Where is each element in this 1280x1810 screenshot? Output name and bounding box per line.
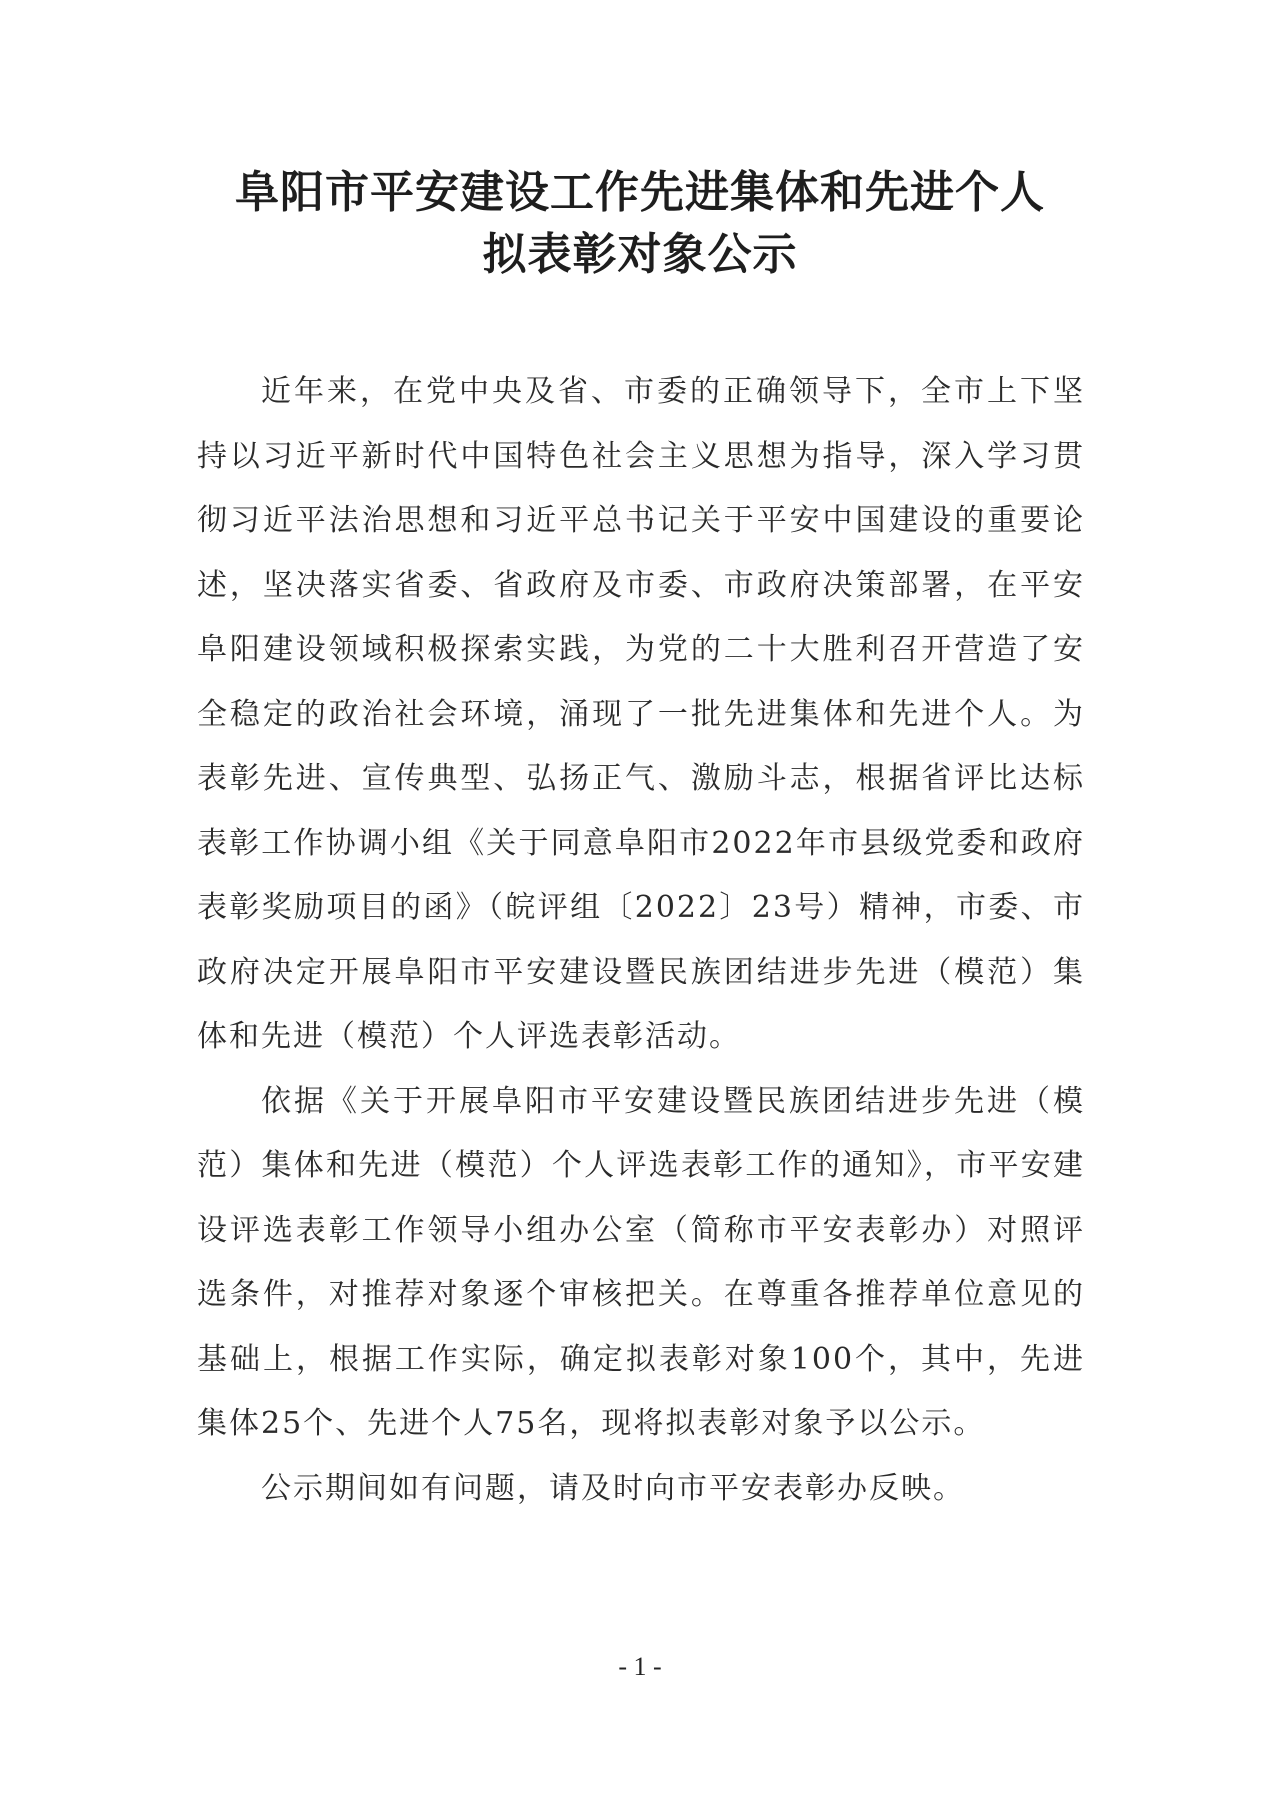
paragraph-1: 近年来，在党中央及省、市委的正确领导下，全市上下坚持以习近平新时代中国特色社会主义思想为指导，深入学习贯彻习近平法治思想和习近平总书记关于平安中国建设的重要论述，坚决落实省委、省政府及市委、市政府决策部署，在平安阜阳建设领域积极探索实践，为党的二十大胜利召开营造了安全稳定的政治社会环境，涌现了一批先进集体和先进个人。为表彰先进、宣传典型、弘扬正气、激励斗志，根据省评比达标表彰工作协调小组《关于同意阜阳市2022年市县级党委和政府表彰奖励项目的函》（皖评组〔2022〕23号）精神，市委、市政府决定开展阜阳市平安建设暨民族团结进步先进（模范）集体和先进（模范）个人评选表彰活动。 [197,374,1085,1054]
document-title [190,162,1090,286]
document-body [197,360,1085,1521]
title-line-1: 阜阳市平安建设工作先进集体和先进个人 [235,167,1045,218]
title-line-2: 拟表彰对象公示 [482,229,798,280]
paragraph-2: 依据《关于开展阜阳市平安建设暨民族团结进步先进（模范）集体和先进（模范）个人评选表彰工作的通知》，市平安建设评选表彰工作领导小组办公室（简称市平安表彰办）对照评选条件，对推荐对象逐个审核把关。在尊重各推荐单位意见的基础上，根据工作实际，确定拟表彰对象100个，其中，先进集体25个、先进个人75名，现将拟表彰对象予以公示。 [197,1083,1085,1441]
page-number: - 1 - [618,1652,662,1681]
paragraph-3: 公示期间如有问题，请及时向市平安表彰办反映。 [261,1470,965,1506]
